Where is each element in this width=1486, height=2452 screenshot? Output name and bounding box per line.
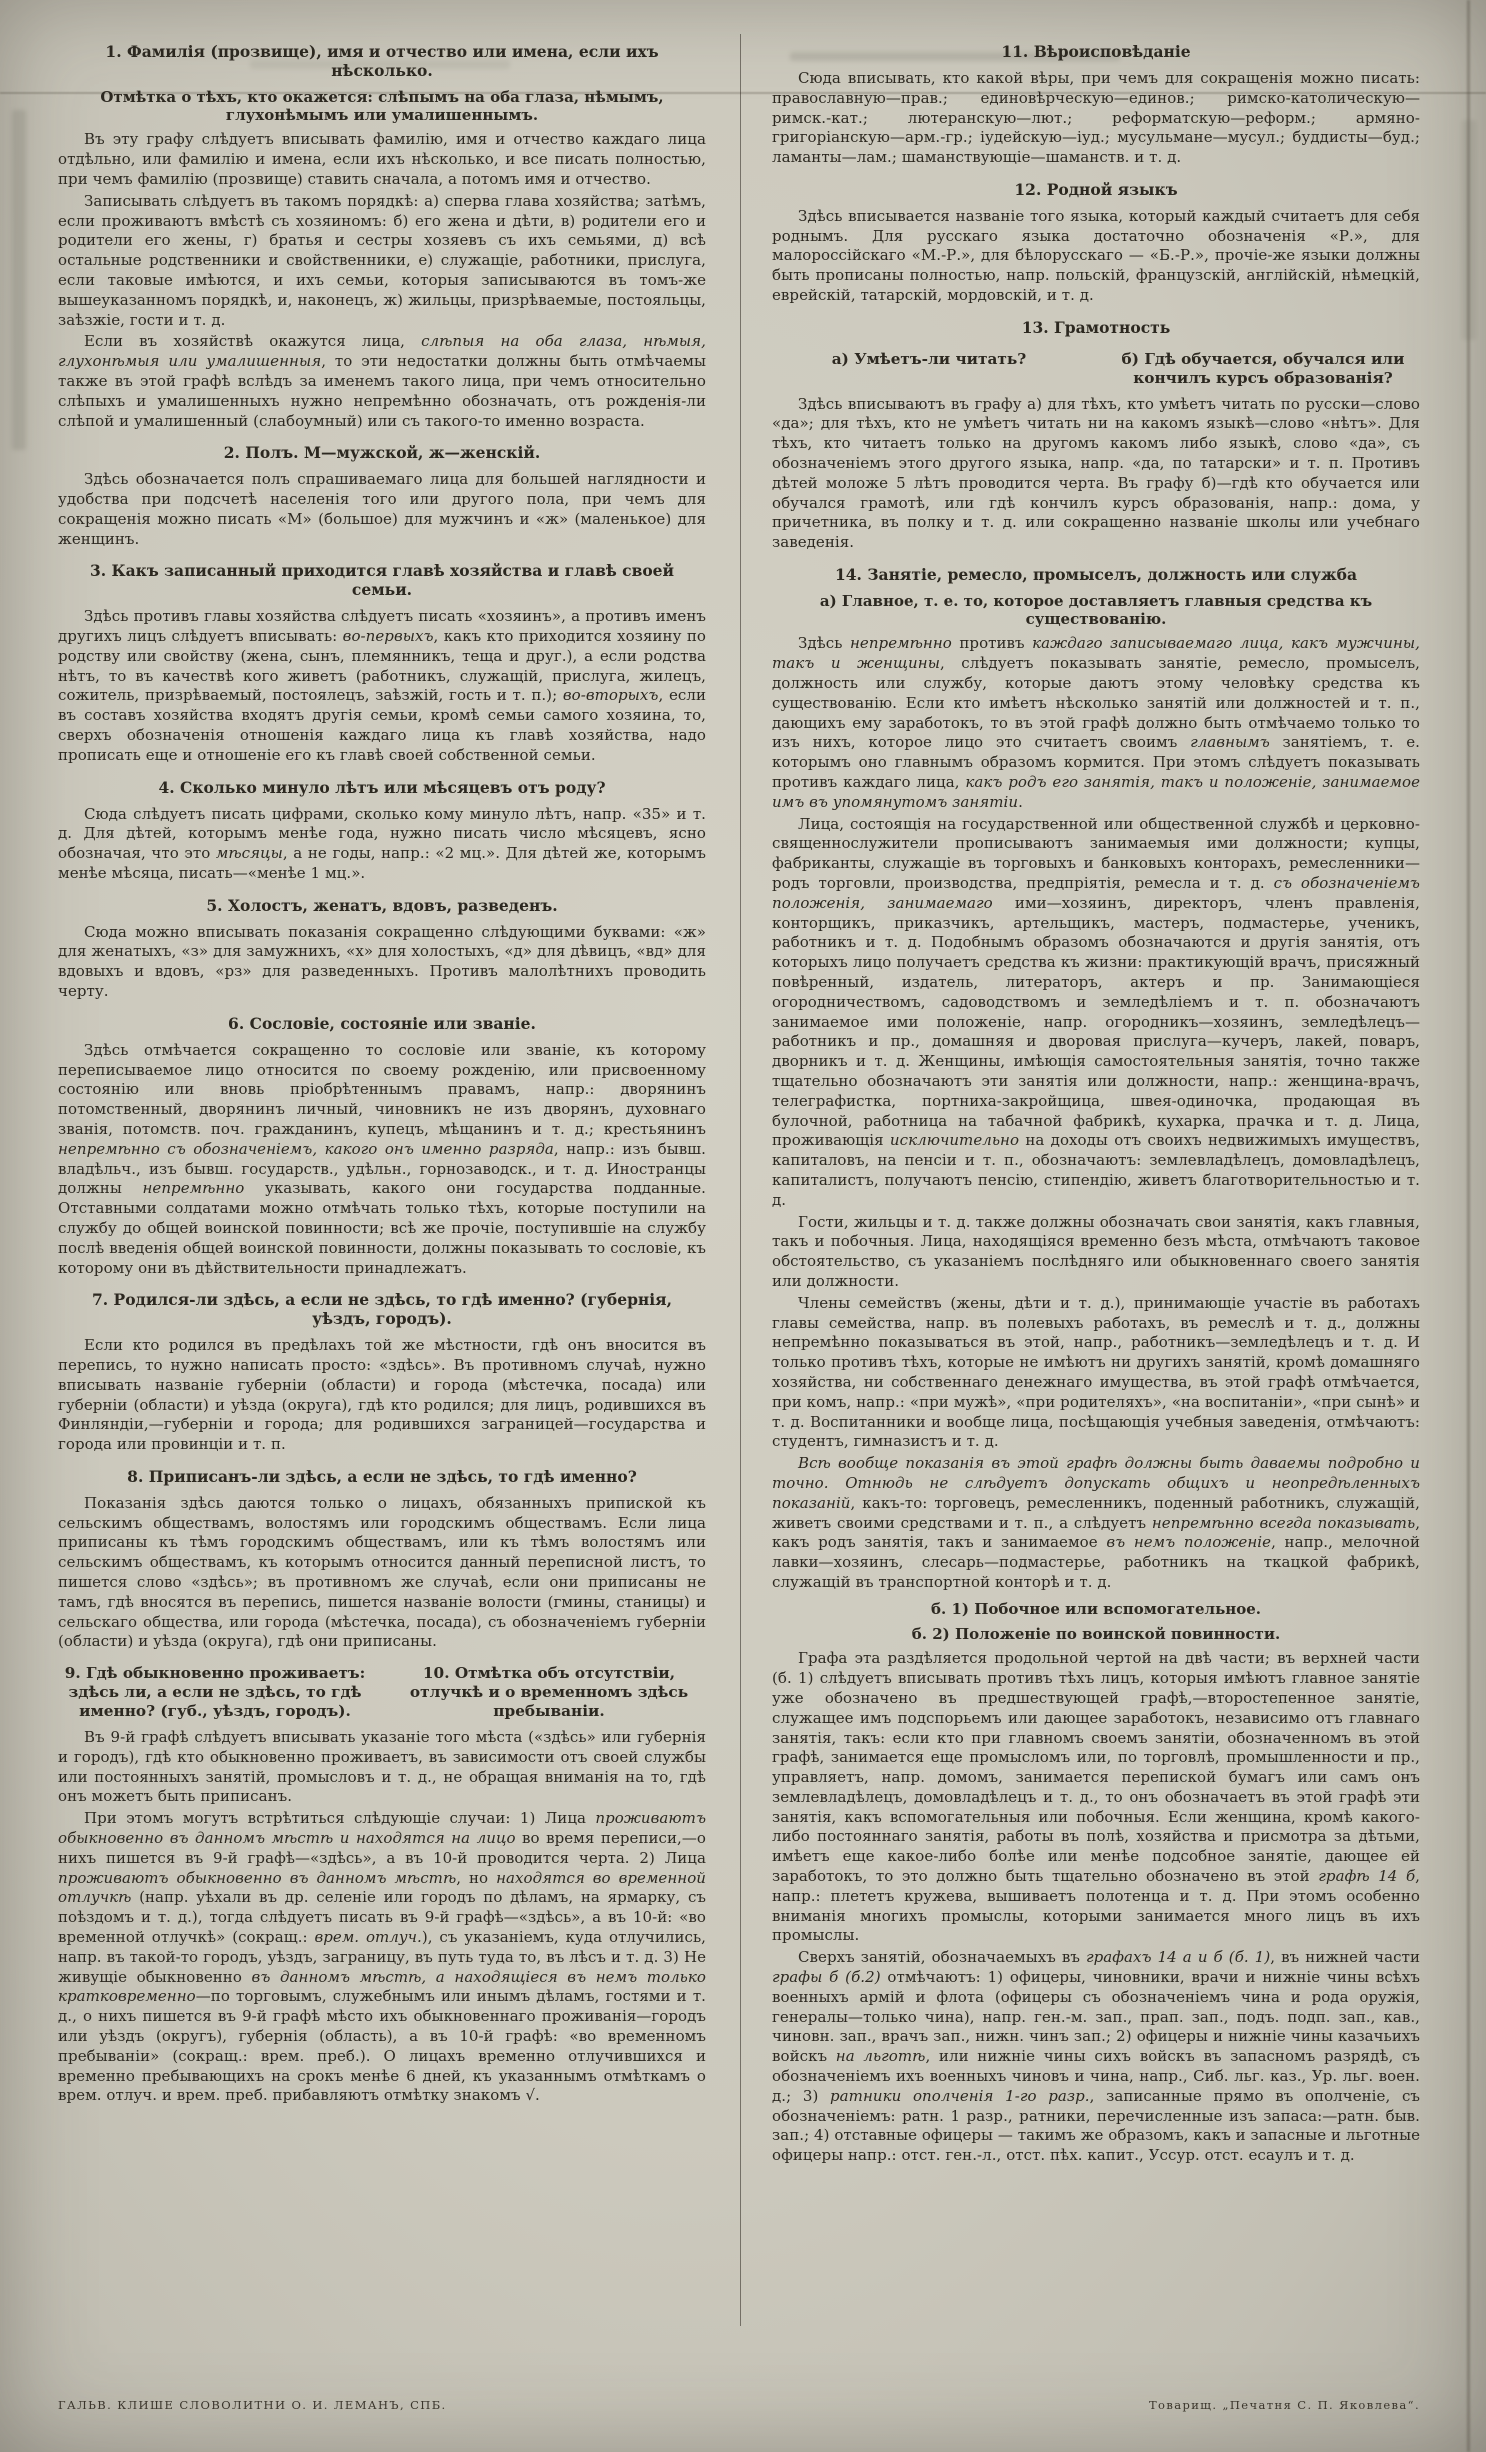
section-heading: 2. Полъ. М—мужской, ж—женскій.	[223, 443, 541, 463]
paragraph: Въ 9-й графѣ слѣдуетъ вписывать указаніе того мѣста («здѣсь» или губернія и городъ), гдѣ кто обыкновенно проживаетъ, въ зависимости отъ своей службы или постоянныхъ занятій, промысловъ и т. д., не обращая вниманія на то, гдѣ онъ можетъ быть приписанъ.	[58, 1728, 706, 1806]
section-heading: 6. Сословіе, состояніе или званіе.	[228, 1013, 536, 1033]
paragraph: Сюда вписывать, кто какой вѣры, при чемъ для сокращенія можно писать: православную—прав.; единовѣрческую—единов.; римско-католическую—римск.-кат.; лютеранскую—лют.; реформатскую—реформ.; армяно-григоріанскую—арм.-гр.; іудейскую—іуд.; мусульмане—мусул.; буддисты—буд.; ламанты—лам.; шаманствующіе—шаманств. и т. д.	[772, 68, 1420, 167]
imprint-left: ГАЛЬВ. КЛИШЕ СЛОВОЛИТНИ О. И. ЛЕМАНЪ, СПБ.	[58, 2398, 447, 2412]
section-heading: 14. Занятіе, ремесло, промыселъ, должность или служба	[834, 564, 1357, 584]
paragraph: Графа эта раздѣляется продольной чертой на двѣ части; въ верхней части (б. 1) слѣдуетъ вписывать противъ тѣхъ лицъ, которыя имѣютъ главное занятіе уже обозначено въ предшествующей графѣ,—второстепенное занятіе, служащее имъ подспорьемъ или дающее заработокъ, независимо отъ главнаго занятія, такъ: если кто при главномъ своемъ занятіи, обозначенномъ въ этой графѣ, занимается еще промысломъ или, по торговлѣ, промышленности и пр., управляетъ, напр. домомъ, занимается перепиской бумагъ или самъ онъ землевладѣлецъ, домовладѣлецъ и т. д., то онъ обозначаетъ въ этой графѣ эти занятія, какъ вспомогательныя или побочныя. Если женщина, кромѣ какого-либо постояннаго занятія, работы въ полѣ, хозяйства и присмотра за дѣтьми, имѣетъ еще какое-либо болѣе или менѣе подсобное занятіе, дающее ей заработокъ, то это должно быть тщательно обозначено въ этой графѣ 14 б, напр.: плететъ кружева, вышиваетъ полотенца и т. д. При этомъ особенно вниманія многихъ промыслы, которыми занимается много лицъ въ ихъ промыслы.	[772, 1649, 1420, 1945]
section-heading: а) Главное, т. е. то, которое доставляетъ главныя средства къ существованію.	[819, 591, 1373, 629]
imprint-footer	[58, 2398, 1420, 2412]
paragraph: Сюда слѣдуетъ писать цифрами, сколько кому минуло лѣтъ, напр. «35» и т. д. Для дѣтей, которымъ менѣе года, нужно писать число мѣсяцевъ, ясно обозначая, что это мѣсяцы, а не годы, напр.: «2 мц.». Для дѣтей же, которымъ менѣе мѣсяца, писать—«менѣе 1 мц.».	[58, 804, 706, 882]
ink-bleed-margin	[1462, 120, 1476, 340]
paragraph: Здѣсь непремѣнно противъ каждаго записываемаго лица, какъ мужчины, такъ и женщины, слѣдуетъ показывать занятіе, ремесло, промыселъ, должность или службу, которые даютъ этому человѣку средства къ существованію. Если кто имѣетъ нѣсколько занятій или должностей и т. п., дающихъ ему заработокъ, то въ этой графѣ должно быть отмѣчаемо только то изъ нихъ, которое лицо это считаетъ своимъ главнымъ занятіемъ, т. е. которымъ оно главнымъ образомъ кормится. При этомъ слѣдуетъ показывать противъ каждаго лица, какъ родъ его занятія, такъ и положеніе, занимаемое имъ въ упомянутомъ занятіи.	[772, 634, 1421, 811]
section-heading: а) Умѣетъ-ли читать?	[831, 349, 1027, 368]
paragraph: Сверхъ занятій, обозначаемыхъ въ графахъ 14 а и б (б. 1), въ нижней части графы б (б.2) отмѣчаютъ: 1) офицеры, чиновники, врачи и нижніе чины всѣхъ военныхъ армій и флота (офицеры съ обозначеніемъ чина и рода оружія, генералы—только чина), напр. ген.-м. зап., прап. зап., подъ. подп. зап., кав., чиновн. зап., врачъ зап., нижн. чинъ зап.; 2) офицеры и нижніе чины казачьихъ войскъ на льготѣ, или нижніе чины сихъ войскъ въ запасномъ разрядѣ, съ обозначеніемъ ихъ военныхъ чиновъ и чина, напр., Сиб. льг. каз., Ур. льг. воен. д.; 3) ратники ополченія 1-го разр., записанные прямо въ ополченіе, съ обозначеніемъ: ратн. 1 разр., ратники, перечисленные изъ запаса:—ратн. быв. зап.; 4) отставные офицеры — такимъ же образомъ, какъ и запасные и льготные офицеры напр.: отст. ген.-л., отст. пѣх. капит., Уссур. отст. есаулъ и т. д.	[772, 1948, 1420, 2165]
left-column	[58, 30, 706, 2108]
section-heading: 3. Какъ записанный приходится главѣ хозяйства и главѣ своей семьи.	[89, 561, 675, 600]
paragraph: Записывать слѣдуетъ въ такомъ порядкѣ: а) сперва глава хозяйства; затѣмъ, если проживаютъ вмѣстѣ съ хозяиномъ: б) его жена и дѣти, в) родители его и родители его жены, г) братья и сестры хозяевъ съ ихъ семьями, д) всѣ остальные родственники и свойственники, е) служащіе, работники, прислуга, если таковые имѣются, и ихъ семьи, которыя записываются въ томъ-же вышеуказанномъ порядкѣ, и, наконецъ, ж) жильцы, призрѣваемые, постояльцы, заѣзжіе, гости и т. д.	[58, 191, 706, 329]
section-heading: 11. Вѣроисповѣданіе	[1001, 42, 1191, 61]
ink-bleed-margin	[12, 110, 26, 450]
paragraph: Здѣсь противъ главы хозяйства слѣдуетъ писать «хозяинъ», а противъ именъ другихъ лицъ слѣдуетъ вписывать: во-первыхъ, какъ кто приходится хозяину по родству или свойству (жена, сынъ, племянникъ, теща и друг.), а если родства нѣтъ, то въ качествѣ кого живетъ (работникъ, служащій, прислуга, жилецъ, сожитель, призрѣваемый, постоялецъ, заѣзжій, гость и т. п.); во-вторыхъ, если въ составъ хозяйства входятъ другія семьи, кромѣ семьи самого хозяина, то, сверхъ обозначенія отношенія каждаго лица къ главѣ хозяйства, надо прописать еще и отношеніе его къ главѣ своей собственной семьи.	[58, 607, 706, 764]
paragraph: Если въ хозяйствѣ окажутся лица, слѣпыя на оба глаза, нѣмыя, глухонѣмыя или умалишенныя, то эти недостатки должны быть отмѣчаемы также въ этой графѣ вслѣдъ за именемъ такого лица, при чемъ относительно слѣпыхъ и умалишенныхъ нужно непремѣнно обозначать, отъ рожденія-ли слѣпой и умалишенный (слабоумный) или съ такого-то именно возраста.	[58, 332, 706, 430]
section-heading: б) Гдѣ обучается, обучался или кончилъ курсъ образованія?	[1121, 349, 1405, 387]
imprint-right: Товарищ. „Печатня С. П. Яковлева“.	[1148, 2398, 1420, 2412]
paragraph: Лица, состоящія на государственной или общественной службѣ и церковно-священнослужители прописываютъ занимаемыя ими должности; купцы, фабриканты, служащіе въ торговыхъ и банковыхъ конторахъ, ремесленники—родъ торговли, производства, предпріятія, ремесла и т. д. съ обозначеніемъ положенія, занимаемаго ими—хозяинъ, директоръ, членъ правленія, конторщикъ, приказчикъ, артельщикъ, мастеръ, подмастерье, ученикъ, работникъ и т. д. Подобнымъ образомъ обозначаются и другія занятія, отъ которыхъ лицо получаетъ средства къ жизни: практикующій врачъ, присяжный повѣренный, издатель, литераторъ, актеръ и пр. Занимающіеся огородничествомъ, садоводствомъ и земледѣліемъ и т. п. обозначаютъ занимаемое ими положеніе, напр. огородникъ—хозяинъ, земледѣлецъ—работникъ и пр., домашняя и дворовая прислуга—кучеръ, лакей, поваръ, дворникъ и т. д. Женщины, имѣющія самостоятельныя занятія, точно также тщательно обозначаютъ эти занятія или должности, напр.: женщина-врачъ, телеграфистка, портниха-закройщица, швея-одиночка, продающая въ булочной, работница на табачной фабрикѣ, кухарка, прачка и т. д. Лица, проживающія исключительно на доходы отъ своихъ недвижимыхъ имуществъ, капиталовъ, на пенсіи и т. п., обозначаютъ: землевладѣлецъ, домовладѣлецъ, капиталистъ, получаютъ пенсію, стипендію, живетъ благотворительностью и т. д.	[772, 814, 1421, 1209]
paragraph: Члены семействъ (жены, дѣти и т. д.), принимающіе участіе въ работахъ главы семейства, напр. въ полевыхъ работахъ, въ ремеслѣ и т. д., должны непремѣнно показываться въ этой, напр., работникъ—земледѣлецъ и т. д. И только противъ тѣхъ, которые не имѣютъ ни другихъ занятій, кромѣ домашняго хозяйства, ни собственнаго денежнаго имущества, въ этой графѣ отмѣчается, при комъ, напр.: «при мужѣ», «при родителяхъ», «на воспитаніи», «при сынѣ» и т. д. Воспитанники и вообще лица, посѣщающія учебныя заведенія, отмѣчаютъ: студентъ, гимназистъ и т. д.	[772, 1293, 1420, 1451]
section-heading: 8. Приписанъ-ли здѣсь, а если не здѣсь, то гдѣ именно?	[127, 1466, 637, 1486]
section-heading: 5. Холостъ, женатъ, вдовъ, разведенъ.	[206, 895, 558, 915]
section-heading: 7. Родился-ли здѣсь, а если не здѣсь, то гдѣ именно? (губернія, уѣздъ, городъ).	[91, 1290, 673, 1329]
section-heading: 9. Гдѣ обыкновенно проживаетъ: здѣсь ли, а если не здѣсь, то гдѣ именно? (губ., уѣздъ, городъ).	[64, 1664, 366, 1721]
section-heading: Отмѣтка о тѣхъ, кто окажется: слѣпымъ на оба глаза, нѣмымъ, глухонѣмымъ или умалишеннымъ.	[100, 87, 664, 125]
section-heading: 1. Фамилія (прозвище), имя и отчество или имена, если ихъ нѣсколько.	[105, 42, 659, 80]
paragraph: Здѣсь вписывается названіе того языка, который каждый считаетъ для себя роднымъ. Для русскаго языка достаточно обозначенія «Р.», для малороссійскаго «М.-Р.», для бѣлорусскаго — «Б.-Р.», прочіе-же языки должны быть прописаны полностью, напр. польскій, французскій, англійскій, нѣмецкій, еврейскій, татарскій, мордовскій, и т. д.	[772, 206, 1420, 304]
section-heading-pair	[772, 350, 1420, 388]
paragraph: Всѣ вообще показанія въ этой графѣ должны быть даваемы подробно и точно. Отнюдь не слѣдуетъ допускать общихъ и неопредѣленныхъ показаній, какъ-то: торговецъ, ремесленникъ, поденный работникъ, служащій, живетъ своими средствами и т. п., а слѣдуетъ непремѣнно всегда показывать, какъ родъ занятія, такъ и занимаемое въ немъ положеніе, напр., мелочной лавки—хозяинъ, слесарь—подмастерье, работникъ на ткацкой фабрикѣ, служащій въ транспортной конторѣ и т. д.	[772, 1454, 1421, 1591]
paragraph: Гости, жильцы и т. д. также должны обозначать свои занятія, какъ главныя, такъ и побочныя. Лица, находящіяся временно безъ мѣста, отмѣчаютъ таковое обстоятельство, съ указаніемъ послѣдняго или обыкновеннаго своего занятія или должности.	[772, 1212, 1420, 1290]
section-heading-pair	[58, 1664, 706, 1721]
paragraph: Здѣсь отмѣчается сокращенно то сословіе или званіе, къ которому переписываемое лицо относится по своему рожденію, или присвоенному состоянію или вновь пріобрѣтеннымъ правамъ, напр.: дворянинъ потомственный, дворянинъ личный, чиновникъ не изъ дворянъ, духовнаго званія, потомств. поч. гражданинъ, купецъ, мѣщанинъ и т. д.; крестьянинъ непремѣнно съ обозначеніемъ, какого онъ именно разряда, напр.: изъ бывш. владѣльч., изъ бывш. государств., удѣльн., горнозаводск., и т. д. Иностранцы должны непремѣнно указывать, какого они государства подданные. Отставными солдатами можно отмѣчать только тѣхъ, которые поступили на службу до общей воинской повинности; всѣ же прочіе, поступившіе на службу послѣ введенія общей воинской повинности, должны показывать то сословіе, къ которому они въ дѣйствительности принадлежатъ.	[58, 1040, 706, 1277]
paragraph: Здѣсь обозначается полъ спрашиваемаго лица для большей наглядности и удобства при подсчетѣ населенія того или другого пола, при чемъ для сокращенія можно писать «М» (большое) для мужчинъ и «ж» (маленькое) для женщинъ.	[58, 470, 706, 548]
section-heading: 10. Отмѣтка объ отсутствіи, отлучкѣ и о временномъ здѣсь пребываніи.	[409, 1664, 689, 1721]
section-heading: 12. Родной языкъ	[1014, 179, 1178, 199]
paragraph: Показанія здѣсь даются только о лицахъ, обязанныхъ припиской къ сельскимъ обществамъ, волостямъ или городскимъ обществамъ. Если лица приписаны къ тѣмъ городскимъ обществамъ, или къ тѣмъ волостямъ или сельскимъ обществамъ, къ которымъ относится данный переписной листъ, то пишется слово «здѣсь»; въ противномъ же случаѣ, если они приписаны не тамъ, гдѣ вносятся въ перепись, пишется названіе волости (гмины, станицы) и сельскаго общества, или города (мѣстечка, посада), съ обозначеніемъ губерніи (области) и уѣзда (округа), гдѣ они приписаны.	[58, 1493, 706, 1651]
section-heading: 4. Сколько минуло лѣтъ или мѣсяцевъ отъ роду?	[158, 777, 606, 797]
right-column	[772, 30, 1420, 2168]
paragraph: Сюда можно вписывать показанія сокращенно слѣдующими буквами: «ж» для женатыхъ, «з» для замужнихъ, «х» для холостыхъ, «д» для дѣвицъ, «вд» для вдовыхъ и вдовъ, «рз» для разведенныхъ. Противъ малолѣтнихъ проводить черту.	[58, 922, 706, 1001]
paragraph: При этомъ могутъ встрѣтиться слѣдующіе случаи: 1) Лица проживаютъ обыкновенно въ данномъ мѣстѣ и находятся на лицо во время переписи,—о нихъ пишется въ 9-й графѣ—«здѣсь», а въ 10-й проводится черта. 2) Лица проживаютъ обыкновенно въ данномъ мѣстѣ, но находятся во временной отлучкѣ (напр. уѣхали въ др. селеніе или городъ по дѣламъ, на ярмарку, съ поѣздомъ и т. д.), тогда слѣдуетъ писать въ 9-й графѣ—«здѣсь», а въ 10-й: «во временной отлучкѣ» (сокращ.: врем. отлуч.), съ указаніемъ, куда отлучились, напр. въ такой-то городъ, уѣздъ, заграницу, въ путь туда то, въ лѣсъ и т. д. 3) Не живущіе обыкновенно въ данномъ мѣстѣ, а находящіеся въ немъ только кратковременно—по торговымъ, служебнымъ или инымъ дѣламъ, гостями и т. д., о нихъ пишется въ 9-й графѣ мѣсто ихъ обыкновеннаго проживанія—городъ или уѣздъ (округъ), губернія (область), а въ 10-й графѣ: «во временномъ пребываніи» (сокращ.: врем. преб.). О лицахъ временно отлучившихся и временно пребывающихъ на срокъ менѣе 6 дней, къ указаннымъ отмѣткамъ о врем. отлуч. и врем. преб. прибавляютъ отмѣтку знакомъ √.	[58, 1809, 707, 2105]
section-heading: б. 2) Положеніе по воинской повинности.	[911, 1625, 1281, 1644]
paragraph: Здѣсь вписываютъ въ графу а) для тѣхъ, кто умѣетъ читать по русски—слово «да»; для тѣхъ, кто не умѣетъ читать ни на какомъ языкѣ—слово «нѣтъ». Для тѣхъ, кто читаетъ только на другомъ какомъ либо языкѣ, слово «да», съ обозначеніемъ этого другого языка, напр. «да, по татарски» и т. п. Противъ дѣтей моложе 5 лѣтъ проводится черта. Въ графу б)—гдѣ кто обучается или обучался грамотѣ, или гдѣ кончилъ курсъ образованія, напр.: дома, у причетника, въ полку и т. д. или сокращенно названіе школы или учебнаго заведенія.	[772, 394, 1420, 552]
paragraph: Если кто родился въ предѣлахъ той же мѣстности, гдѣ онъ вносится въ перепись, то нужно написать просто: «здѣсь». Въ противномъ случаѣ, нужно вписывать названіе губерніи (области) и города (мѣстечка, посада) или губерніи (области) и уѣзда (округа), гдѣ кто родился; для лицъ, родившихся въ Финляндіи,—губерніи и города; для родившихся заграницей—государства и города или провинціи и т. п.	[58, 1336, 706, 1454]
page-edge-shadow	[1467, 0, 1470, 2452]
section-heading: 13. Грамотность	[1021, 317, 1171, 337]
section-heading: б. 1) Побочное или вспомогательное.	[931, 1599, 1261, 1618]
paragraph: Въ эту графу слѣдуетъ вписывать фамилію, имя и отчество каждаго лица отдѣльно, или фамилію и имена, если ихъ нѣсколько, и все писать полностью, при чемъ фамилію (прозвище) ставить сначала, а потомъ имя и отчество.	[58, 130, 706, 188]
column-divider-rule	[740, 34, 741, 2326]
